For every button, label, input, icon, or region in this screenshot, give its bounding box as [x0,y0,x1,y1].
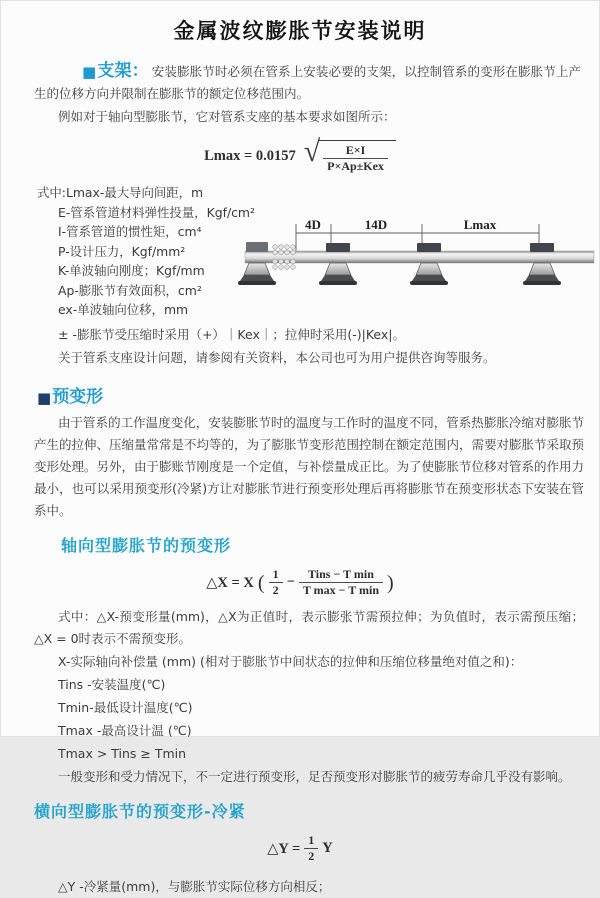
half-numerator: 1 [269,568,283,583]
minus-sign: − [286,574,295,590]
variable-definition: ex-单波轴向位移，mm [58,302,189,317]
variables-and-diagram-block [37,183,599,321]
left-paren: ( [257,571,265,594]
formula-lmax [1,135,599,173]
lateral-predeform-heading: 横向型膨胀节的预变形-冷紧 [34,802,246,821]
support-body-text: 安装膨胀节时必须在管系上安装必要的支架，以控制管系的变形在膨胀节上产生的位移方向并限制在膨胀节的额定位移范围内。 [34,64,581,101]
section-square-icon: ■ [82,63,97,81]
variable-definition: E-管系管道材料弹性投量，Kgf/cm² [58,204,255,220]
sqrt-sign: √ [303,135,321,168]
dim-label-14d: 14D [364,217,388,232]
guide-support [523,243,561,285]
section-heading-predeform: 预变形 [52,387,104,407]
section-heading-predeform-row [37,382,599,407]
half-denominator: 2 [272,583,279,597]
variable-definition: K-单波轴向刚度；Kgf/mm [58,263,205,278]
sqrt-radicand [318,140,396,173]
predeform-paragraph: 由于管系的工作温度变化，安装膨胀节时的温度与工作时的温度不同，管系热膨胀冷缩对膨胀节产生的拉伸、压缩量常常是不均等的，为了膨胀节变形范围控制在额定范围内，需要对膨胀节采取预变形处理。另外，由于膨账节刚度是一个定值，与补偿量成正比。为了使膨胀节位移对管系的作用力最小，也可以采用预变形(冷紧)方让对膨胀节进行预变形处理后再将膨胀节在预变形状态下安装在管系中。 [34,415,585,518]
section-square-icon: ■ [37,389,52,407]
dim-label-lmax: Lmax [463,217,497,232]
lmax-fraction-denominator: P×Ap±Kex [327,159,384,173]
formula-delta-x [1,568,599,597]
section-heading-support: 支架： [97,61,149,81]
variable-definition: Ap-膨胀节有效面积，cm² [58,282,202,298]
pipe [245,251,594,263]
support-paragraph [34,60,581,105]
variable-definition: I-管系管道的惯性矩，cm⁴ [58,224,202,239]
support-example-text: 例如对于轴向型膨胀节，它对管系支座的基本要求如图所示： [58,109,396,124]
lmax-fraction-numerator: E×I [323,144,388,159]
variable-definition: P-设计压力，Kgf/mm² [58,243,186,259]
temp-numerator: Tins − T min [299,568,383,583]
definition-line: Tmax > Tins ≥ Tmin [58,746,187,761]
delta-x-explain-text: 式中：△X-预变形量(mm)，△X为正值时，表示膨张节需预拉伸；为负值时，表示需预压缩；△X = 0时表示不需预变形。 [34,609,584,646]
guide-support [410,243,448,285]
temperature-fraction [299,568,383,597]
anchor-support [238,242,276,285]
temp-denominator: T max − T min [302,583,380,597]
pipe-support-diagram [242,213,597,308]
guide-support [319,243,357,285]
one-half-fraction [269,568,283,597]
definition-line: Tmax -最高设计温 (℃) [58,723,192,738]
definition-line: 一般变形和受力情况下，不一定进行预变形，足否预变形对膨胀节的疲劳寿命几乎没有影响。 [58,769,571,784]
formula-delta-y [1,834,599,863]
delta-y-rhs: Y [322,840,333,856]
formula-lmax-lhs: Lmax = 0.0157 [204,148,296,164]
delta-x-lhs: △X = X [206,574,254,591]
definition-line: Tmin-最低设计温度(℃) [58,700,193,715]
half-numerator: 1 [304,834,318,849]
definition-line: Tins -安装温度(℃) [58,677,166,692]
delta-y-note-text: △Y -冷紧量(mm)，与膨胀节实际位移方向相反； [58,879,331,894]
variable-definition: 式中:Lmax-最大导向间距，m [37,185,204,200]
page-title: 金属波纹膨胀节安装说明 [173,19,427,43]
delta-y-lhs: △Y = [267,840,301,857]
sqrt-expression [303,135,396,173]
axial-predeform-heading: 轴向型膨胀节的预变形 [61,536,232,555]
half-denominator: 2 [308,849,315,863]
kex-note-text: ± -膨胀节受压缩时采用（+）｜Kex｜；拉伸时采用(-)|Kex|。 [58,327,406,342]
right-paren: ) [387,571,394,594]
lmax-fraction [323,144,388,173]
consult-note-text: 关于管系支座设计问题，请参阅有关资料，本公司也可为用户提供咨询等服务。 [58,350,496,365]
one-half-fraction [304,834,318,863]
definition-line: X-实际轴向补偿量 (mm) (相对于膨胀节中间状态的拉伸和压缩位移量绝对值之和)： [58,654,523,669]
dim-label-4d: 4D [305,217,321,232]
